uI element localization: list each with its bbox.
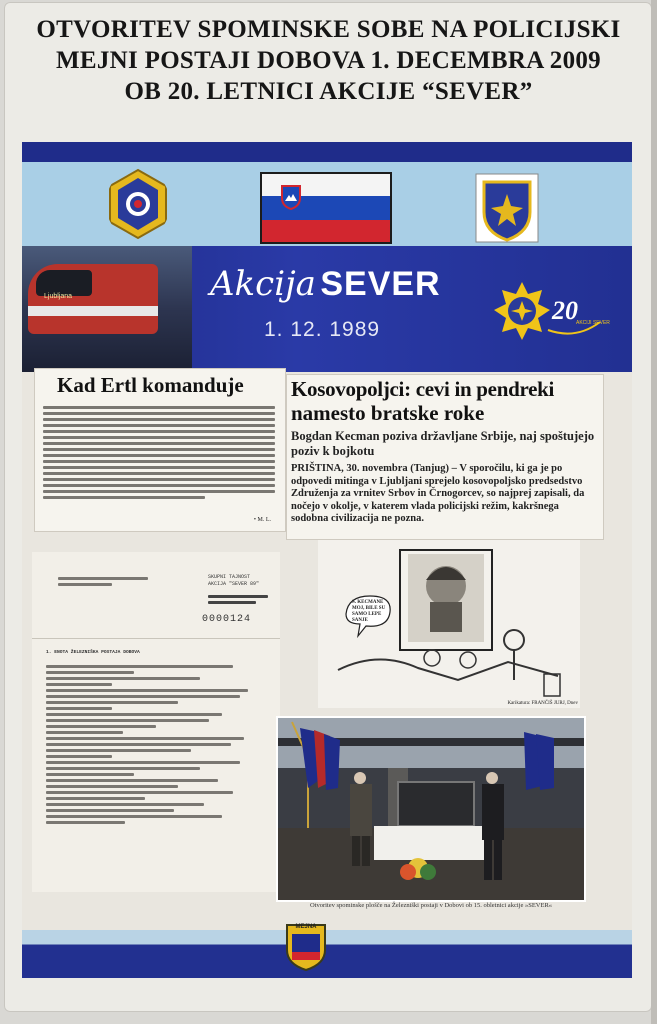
exhibit-heading [0, 14, 657, 107]
document-body [46, 662, 266, 827]
wall-edge [651, 0, 657, 1024]
banner-title-akcija: Akcija [210, 264, 316, 304]
banner-date: 1. 12. 1989 [264, 318, 381, 341]
ceremony-photo-image [278, 718, 584, 900]
document-stamp-line-1: SKUPNI TAJNOST [208, 574, 251, 580]
photo-caption: Otvoritev spominske plošče na Železniški postaji v Dobovi ob 15. obletnici akcije »SEVER« [309, 902, 553, 909]
article-left-title: Kad Ertl komanduje [57, 373, 244, 397]
article-right-lead: PRIŠTINA, 30. novembra (Tanjug) – V sporočilu, ki ga je po odpovedi mitinga v Ljubljani sprejelo kosovopoljsko predsedstvo Združenja za vrnitev Srbov in Črnogorcev, so najprej zapisali, da nočejo v okolje, v katerem vlada policijski režim, kakršnega sodobna civilizacija ne pozna. [291, 463, 585, 524]
heading-line-2: MEJNI POSTAJI DOBOVA 1. DECEMBRA 2009 [56, 47, 601, 74]
police-emblem-icon [106, 168, 170, 240]
train-photo [22, 246, 192, 372]
cartoon-drawing-icon [318, 540, 580, 708]
article-kosovopoljci [286, 374, 604, 540]
border-police-badge-label: MEJNA [295, 924, 317, 930]
banner-title [210, 264, 441, 304]
poster [22, 142, 632, 978]
anniversary-logo [492, 278, 610, 348]
slovenian-flag-icon [260, 172, 392, 244]
train-destination-label: Ljubljana [44, 293, 73, 300]
akcija-sever-banner [22, 246, 632, 372]
document-handwriting [208, 592, 268, 607]
poster-top-stripe [22, 142, 632, 162]
anniversary-number: 20 [552, 296, 578, 325]
document-stamp-line-2: AKCIJA "SEVER 89" [208, 581, 260, 587]
anniversary-subtitle: AKCIJI SEVER [576, 320, 610, 326]
article-left-body [43, 403, 275, 502]
ceremony-photo [276, 716, 586, 902]
document-header-lines [58, 574, 148, 589]
article-right-title-1: Kosovopoljci: cevi in pendreki [291, 377, 555, 401]
heading-line-1: OTVORITEV SPOMINSKE SOBE NA POLICIJSKI [36, 16, 621, 43]
article-right-title-2: namesto bratske roke [291, 401, 485, 425]
article-left-signature: • M. L. [253, 517, 271, 523]
banner-title-sever: SEVER [320, 265, 441, 303]
archive-document [32, 552, 280, 892]
cartoon [318, 540, 580, 708]
veterans-shield-icon [474, 172, 540, 244]
heading-line-3: OB 20. LETNICI AKCIJE “SEVER” [124, 78, 533, 105]
article-kad-ertl [34, 368, 286, 532]
document-heading: 1. ENOTA ŽELEZNIŠKA POSTAJA DOBOVA [46, 650, 140, 655]
sun-badge-icon [492, 278, 604, 348]
document-number: 0000124 [202, 614, 252, 625]
article-right-subtitle: Bogdan Kecman poziva državljane Srbije, naj spoštujejo poziv k bojkotu [291, 429, 595, 458]
cartoon-speech: S. KECMANE MOJ, BILE SU SAMO LEPE SANJE [352, 600, 386, 623]
cartoon-credit: Karikatura: FRANČIŠ JURJ, Dnev [507, 701, 578, 706]
